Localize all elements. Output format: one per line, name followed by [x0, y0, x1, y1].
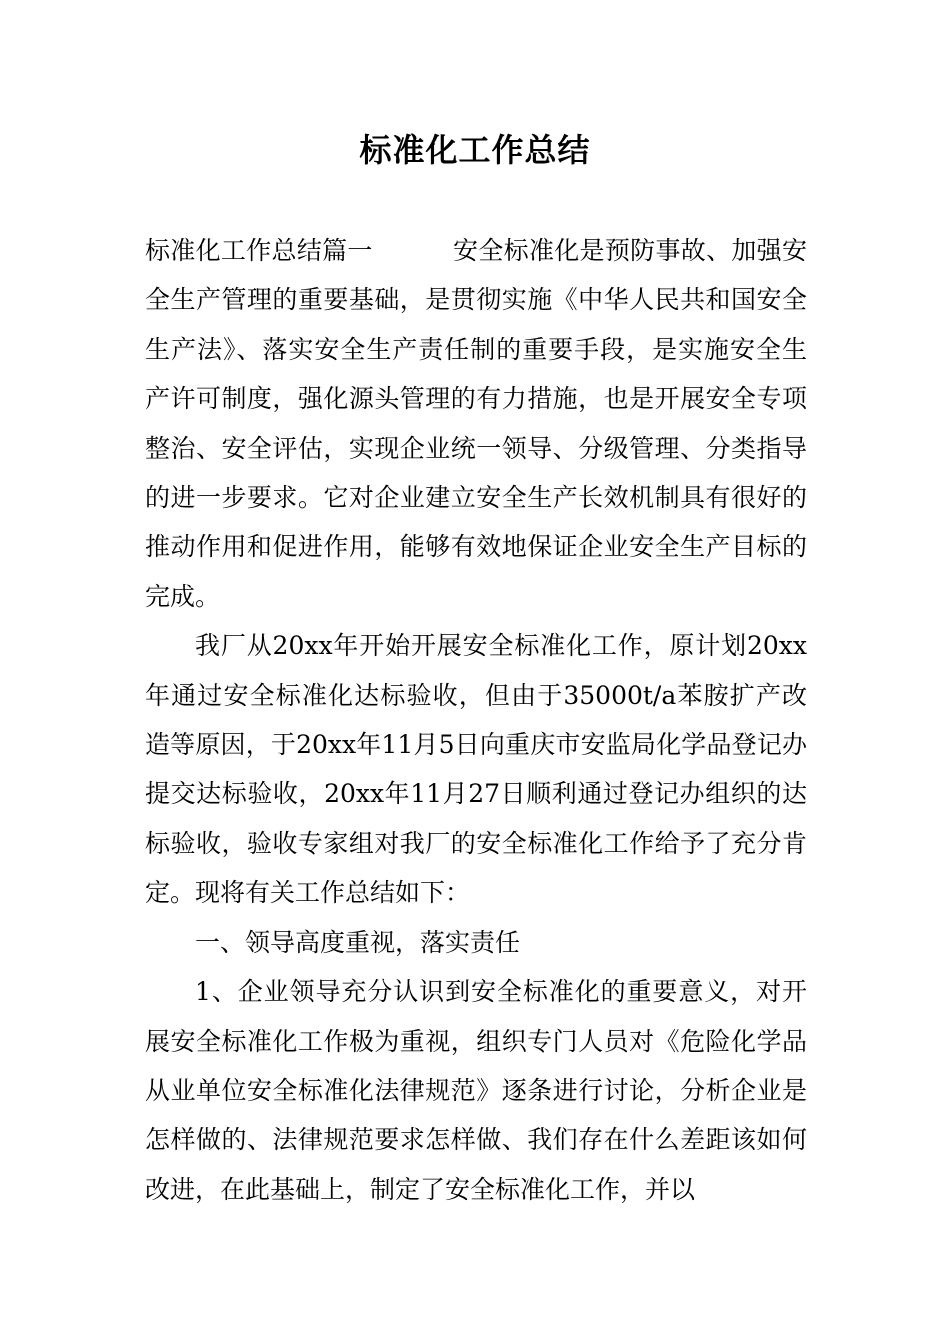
paragraph-background: 我厂从20xx年开始开展安全标准化工作，原计划20xx年通过安全标准化达标验收，但由于35000t/a苯胺扩产改造等原因，于20xx年11月5日向重庆市安监局化学品登记办提交达标验收，20xx年11月27日顺利通过登记办组织的达标验收，验收专家组对我厂的安全标准化工作给予了充分肯定。现将有关工作总结如下：	[145, 631, 807, 908]
section-heading: 标准化工作总结篇一	[145, 236, 373, 265]
subsection-heading: 一、领导高度重视，落实责任	[195, 927, 521, 957]
paragraph-text: 安全标准化是预防事故、加强安全生产管理的重要基础，是贯彻实施《中华人民共和国安全生产法》、落实安全生产责任制的重要手段，是实施安全生产许可制度，强化源头管理的有力措施，也是开展安全专项整治、安全评估，实现企业统一领导、分级管理、分类指导的进一步要求。它对企业建立安全生产长效机制具有很好的推动作用和促进作用，能够有效地保证企业安全生产目标的完成。	[145, 236, 807, 611]
page-title: 标准化工作总结	[359, 131, 591, 169]
paragraph-intro	[145, 226, 807, 621]
paragraph-item-1: 1、企业领导充分认识到安全标准化的重要意义，对开展安全标准化工作极为重视，组织专门人员对《危险化学品从业单位安全标准化法律规范》逐条进行讨论，分析企业是怎样做的、法律规范要求怎样做、我们存在什么差距该如何改进，在此基础上，制定了安全标准化工作，并以	[145, 977, 807, 1204]
document-body	[145, 226, 807, 1214]
